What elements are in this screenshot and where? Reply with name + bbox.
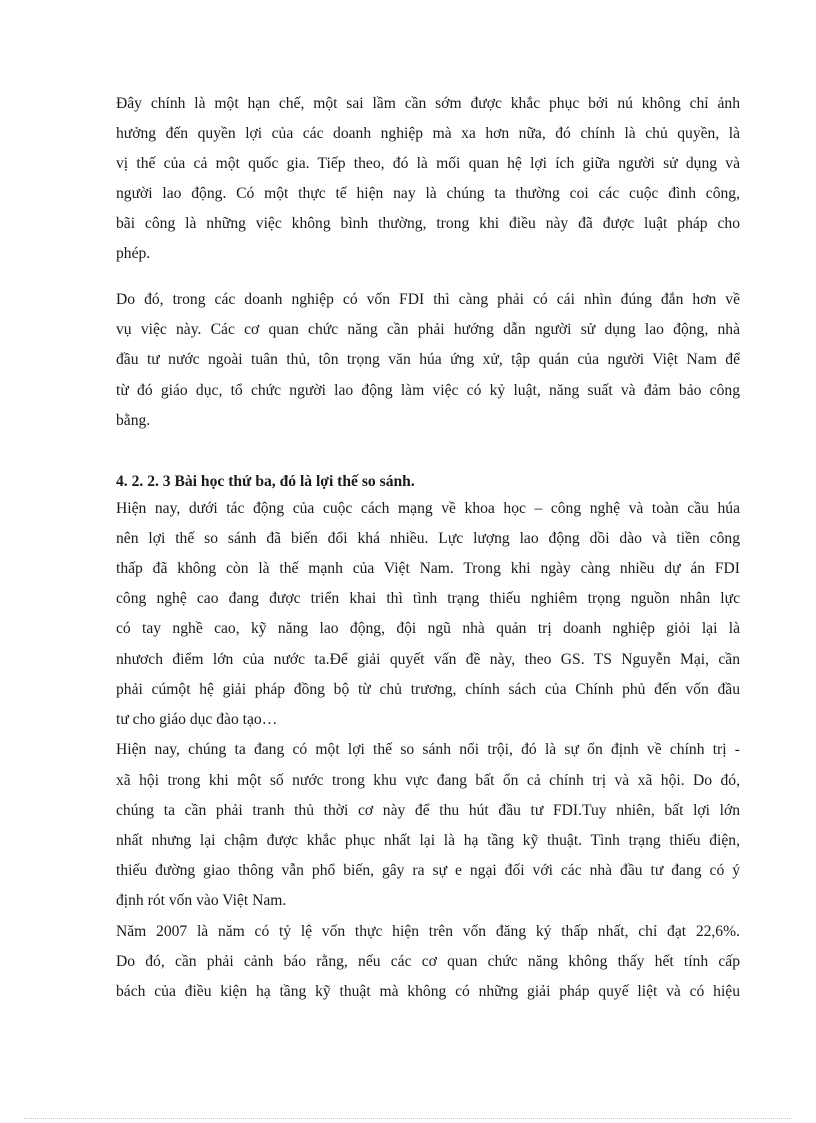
p3-line-3: thấp đã không còn là thế mạnh của Việt Nam. Trong khi ngày càng nhiều dự án FDI bbox=[116, 560, 740, 577]
p4-line-2: xã hội trong khi một số nước trong khu vực đang bất ổn cả chính trị và xã hội. Do đó, bbox=[116, 772, 740, 789]
p1-line-5: bãi công là những việc không bình thường, trong khi điều này đã được luật pháp cho bbox=[116, 215, 740, 232]
p4-line-5: thiếu đường giao thông vẫn phổ biến, gây ra sự e ngại đối với các nhà đầu tư đang có ý bbox=[116, 862, 740, 879]
p4-line-3: chúng ta cần phải tranh thủ thời cơ này để thu hút đầu tư FDI.Tuy nhiên, bất lợi lớn bbox=[116, 802, 740, 819]
section-heading: 4. 2. 2. 3 Bài học thứ ba, đó là lợi thế so sánh. bbox=[116, 473, 415, 490]
p2-line-4: từ đó giáo dục, tổ chức người lao động làm việc có kỷ luật, năng suất và đảm bảo công bbox=[116, 382, 740, 399]
p4-line-1: Hiện nay, chúng ta đang có một lợi thế so sánh nổi trội, đó là sự ổn định về chính trị - bbox=[116, 741, 740, 758]
p2-line-2: vụ việc này. Các cơ quan chức năng cần phải hướng dẫn người sử dụng lao động, nhà bbox=[116, 321, 740, 338]
p3-line-5: có tay nghề cao, kỹ năng lao động, đội ngũ nhà quản trị doanh nghiệp giỏi lại là bbox=[116, 620, 740, 637]
p2-line-1: Do đó, trong các doanh nghiệp có vốn FDI thì càng phải có cái nhìn đúng đắn hơn về bbox=[116, 291, 740, 308]
p3-line-4: công nghệ cao đang được triển khai thì tình trạng thiếu nghiêm trọng nguồn nhân lực bbox=[116, 590, 740, 607]
p1-line-3: vị thế của cả một quốc gia. Tiếp theo, đó là mối quan hệ lợi ích giữa người sử dụng và bbox=[116, 155, 740, 172]
p1-line-2: hưởng đến quyền lợi của các doanh nghiệp mà xa hơn nữa, đó chính là chủ quyền, là bbox=[116, 125, 740, 142]
p1-line-6: phép. bbox=[116, 245, 151, 262]
p4-line-4: nhất nhưng lại chậm được khắc phục nhất lại là hạ tầng kỹ thuật. Tình trạng thiếu điện, bbox=[116, 832, 740, 849]
p1-line-1: Đây chính là một hạn chế, một sai lầm cần sớm được khắc phục bởi nú không chỉ ảnh bbox=[116, 95, 740, 112]
p3-line-7: phải cúmột hệ giải pháp đồng bộ từ chủ trương, chính sách của Chính phủ đến vốn đầu bbox=[116, 681, 740, 698]
p3-line-2: nên lợi thế so sánh đã biến đổi khá nhiều. Lực lượng lao động dồi dào và tiền công bbox=[116, 530, 740, 547]
p3-line-6: nhươch điểm lớn của nước ta.Để giải quyết vấn đề này, theo GS. TS Nguyễn Mại, cần bbox=[116, 651, 740, 668]
p5-line-1: Năm 2007 là năm có tỷ lệ vốn thực hiện trên vốn đăng ký thấp nhất, chỉ đạt 22,6%. bbox=[116, 923, 740, 940]
p2-line-5: bằng. bbox=[116, 412, 151, 429]
p2-line-3: đầu tư nước ngoài tuân thủ, tôn trọng văn húa ứng xử, tập quán của người Việt Nam để bbox=[116, 351, 740, 368]
p1-line-4: người lao động. Có một thực tế hiện nay là chúng ta thường coi các cuộc đình công, bbox=[116, 185, 740, 202]
p5-line-3: bách của điều kiện hạ tầng kỹ thuật mà không có những giải pháp quyế liệt và có hiệu bbox=[116, 983, 740, 1000]
p3-line-8: tư cho giáo dục đào tạo… bbox=[116, 711, 278, 728]
p3-line-1: Hiện nay, dưới tác động của cuộc cách mạng về khoa học – công nghệ và toàn cầu húa bbox=[116, 500, 740, 517]
p5-line-2: Do đó, cần phải cảnh báo rằng, nếu các cơ quan chức năng không thấy hết tính cấp bbox=[116, 953, 740, 970]
p4-line-6: định rót vốn vào Việt Nam. bbox=[116, 892, 287, 909]
page-bottom-divider bbox=[24, 1118, 792, 1119]
